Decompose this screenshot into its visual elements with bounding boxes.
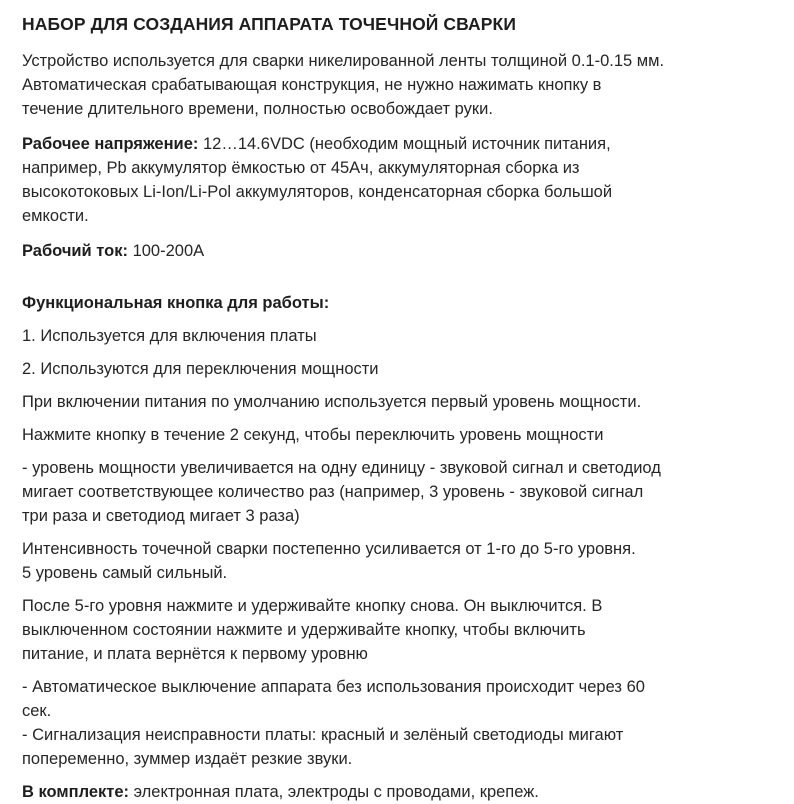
voltage-label: Рабочее напряжение: [22, 135, 199, 153]
current-paragraph [22, 239, 782, 263]
press-switch-paragraph: Нажмите кнопку в течение 2 секунд, чтобы переключить уровень мощности [22, 426, 604, 444]
voltage-line-2: например, Pb аккумулятор ёмкостью от 45Ач, аккумуляторная сборка из [22, 159, 580, 177]
current-label: Рабочий ток: [22, 242, 128, 260]
instruction-sheet [22, 14, 782, 804]
intensity-line-2: 5 уровень самый сильный. [22, 564, 228, 582]
function-item-1: 1. Используется для включения платы [22, 327, 317, 345]
after-five-line-2: выключенном состоянии нажмите и удерживайте кнопку, чтобы включить [22, 621, 586, 639]
voltage-line-4: емкости. [22, 207, 89, 225]
after-five-line-3: питание, и плата вернётся к первому уровню [22, 645, 368, 663]
default-level-paragraph: При включении питания по умолчанию используется первый уровень мощности. [22, 393, 642, 411]
level-up-paragraph [22, 456, 782, 528]
intensity-paragraph [22, 537, 782, 585]
level-up-line-3: три раза и светодиод мигает 3 раза) [22, 507, 300, 525]
kit-paragraph [22, 780, 782, 804]
auto-off-line-1: - Автоматическое выключение аппарата без использования происходит через 60 [22, 678, 645, 696]
voltage-line-3: высокотоковых Li-Ion/Li-Pol аккумуляторов, конденсаторная сборка большой [22, 183, 613, 201]
voltage-paragraph [22, 132, 782, 228]
after-five-paragraph [22, 594, 782, 666]
auto-off-line-3: - Сигнализация неисправности платы: красный и зелёный светодиоды мигают [22, 726, 624, 744]
intro-paragraph [22, 49, 782, 121]
intro-line-2: Автоматическая срабатывающая конструкция, не нужно нажимать кнопку в [22, 76, 602, 94]
kit-value: электронная плата, электроды с проводами, крепеж. [129, 783, 539, 801]
intro-line-3: течение длительного времени, полностью освобождает руки. [22, 100, 493, 118]
document-title: НАБОР ДЛЯ СОЗДАНИЯ АППАРАТА ТОЧЕЧНОЙ СВАРКИ [22, 14, 517, 34]
auto-off-line-4: попеременно, зуммер издаёт резкие звуки. [22, 750, 353, 768]
intensity-line-1: Интенсивность точечной сварки постепенно усиливается от 1-го до 5-го уровня. [22, 540, 636, 558]
intro-line-1: Устройство используется для сварки никелированной ленты толщиной 0.1-0.15 мм. [22, 52, 665, 70]
level-up-line-2: мигает соответствующее количество раз (например, 3 уровень - звуковой сигнал [22, 483, 644, 501]
current-value: 100-200А [127, 242, 205, 260]
after-five-line-1: После 5-го уровня нажмите и удерживайте кнопку снова. Он выключится. В [22, 597, 603, 615]
function-item-2: 2. Используются для переключения мощности [22, 360, 379, 378]
auto-off-paragraph [22, 675, 782, 771]
button-heading: Функциональная кнопка для работы: [22, 294, 330, 312]
voltage-line-1: 12…14.6VDC (необходим мощный источник питания, [198, 135, 611, 153]
auto-off-line-2: сек. [22, 702, 52, 720]
kit-label: В комплекте: [22, 783, 130, 801]
level-up-line-1: - уровень мощности увеличивается на одну единицу - звуковой сигнал и светодиод [22, 459, 661, 477]
